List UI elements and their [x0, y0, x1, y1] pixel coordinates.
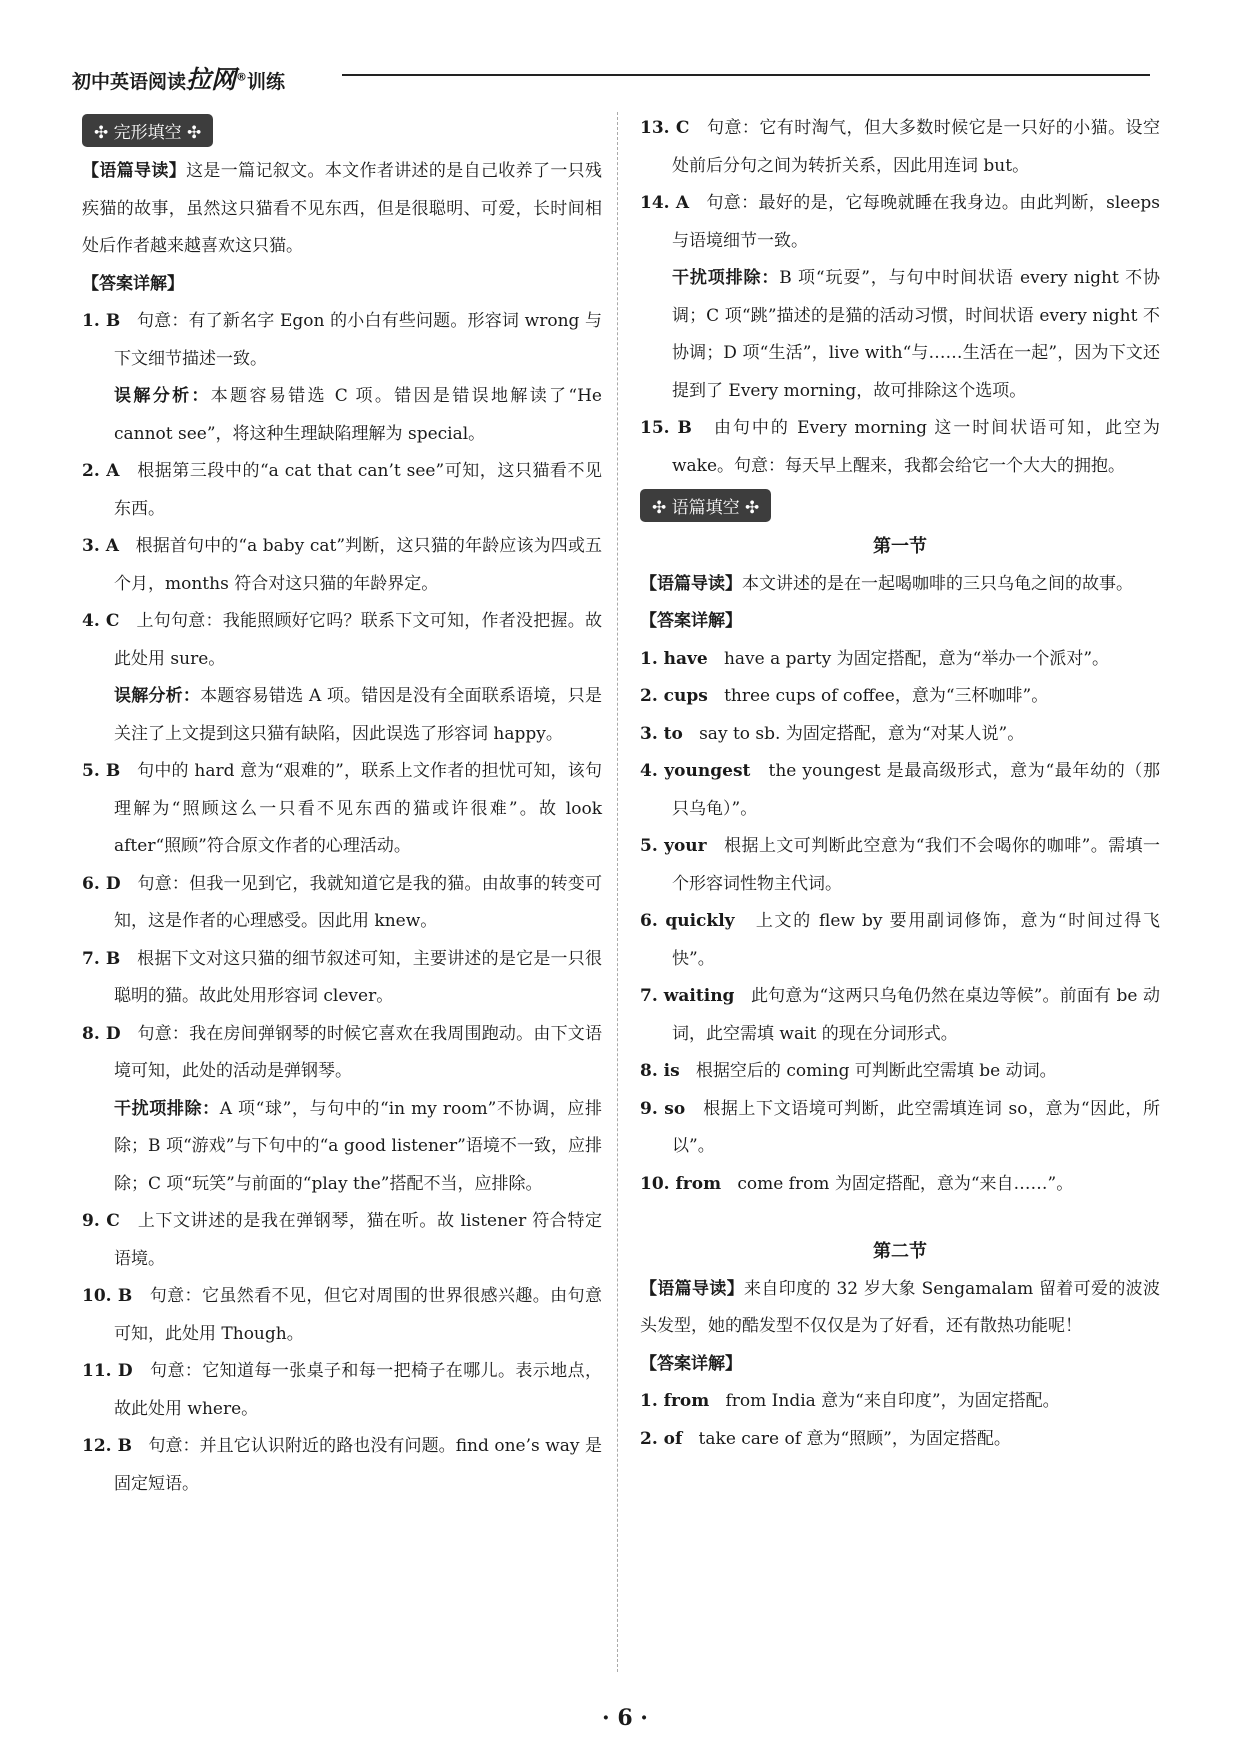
section-title: 第二节 [873, 1241, 927, 1262]
note-paragraph: 干扰项排除：A 项“球”，与句中的“in my room”不协调，应排除；B 项“游戏”与下句中的“a good listener”语境不一致，应排除；C 项“玩笑”与前面的“play the”搭配不当，应排除。 [114, 1098, 603, 1194]
page-number: · 6 · [602, 1705, 648, 1731]
left-column [82, 110, 602, 1503]
answer-item: 2. cups three cups of coffee，意为“三杯咖啡”。 [640, 686, 1049, 706]
answer-item: 11. D 句意：它知道每一张桌子和每一把椅子在哪儿。表示地点，故此处用 where。 [82, 1361, 602, 1419]
answer-item: 6. quickly 上文的 flew by 要用副词修饰，意为“时间过得飞快”。 [640, 911, 1160, 969]
answer-item: 9. C 上下文讲述的是我在弹钢琴，猫在听。故 listener 符合特定语境。 [82, 1211, 602, 1269]
intro-paragraph: 【语篇导读】本文讲述的是在一起喝咖啡的三只乌龟之间的故事。 [640, 573, 1133, 594]
answer-item: 15. B 由句中的 Every morning 这一时间状语可知，此空为 wake。句意：每天早上醒来，我都会给它一个大大的拥抱。 [640, 418, 1160, 476]
note-paragraph: 误解分析：本题容易错选 C 项。错因是错误地解读了“He cannot see”，将这种生理缺陷理解为 special。 [114, 386, 602, 444]
right-column [640, 110, 1160, 1458]
answer-item: 6. D 句意：但我一见到它，我就知道它是我的猫。由故事的转变可知，这是作者的心理感受。因此用 knew。 [82, 873, 602, 931]
answer-item: 2. A 根据第三段中的“a cat that can’t see”可知，这只猫看不见东西。 [82, 461, 603, 519]
note-paragraph: 干扰项排除：B 项“玩耍”，与句中时间状语 every night 不协调；C 项“跳”描述的是猫的活动习惯，时间状语 every night 不协调；D 项“生活”，live with“与……生活在一起”，因为下文还提到了 Every morning，故可排除这个选项。 [672, 268, 1160, 401]
answer-item: 2. of take care of 意为“照顾”，为固定搭配。 [640, 1428, 1011, 1449]
book-title: 初中英语阅读拉网®训练 [72, 65, 286, 94]
section-badge-cloze: ✣ 完形填空 ✣ [82, 114, 213, 147]
page-header [72, 48, 1150, 108]
answer-item: 8. is 根据空后的 coming 可判断此空需填 be 动词。 [640, 1061, 1057, 1081]
answer-item: 3. to say to sb. 为固定搭配，意为“对某人说”。 [640, 723, 1025, 744]
answer-item: 12. B 句意：并且它认识附近的路也没有问题。find one’s way 是固定短语。 [82, 1436, 602, 1494]
answer-item: 4. C 上句句意：我能照顾好它吗？联系下文可知，作者没把握。故此处用 sure。 [82, 611, 603, 669]
answer-item: 5. B 句中的 hard 意为“艰难的”，联系上文作者的担忧可知，该句理解为“照顾这么一只看不见东西的猫或许很难”。故 look after“照顾”符合原文作者的心理活动。 [82, 761, 602, 856]
answer-item: 14. A 句意：最好的是，它每晚就睡在我身边。由此判断，sleeps 与语境细节一致。 [640, 193, 1161, 251]
answer-item: 1. have have a party 为固定搭配，意为“举办一个派对”。 [640, 648, 1110, 669]
answer-item: 13. C 句意：它有时淘气，但大多数时候它是一只好的小猫。设空处前后分句之间为转折关系，因此用连词 but。 [640, 118, 1160, 176]
answers-label: 【答案详解】 [640, 1353, 742, 1374]
answer-item: 9. so 根据上下文语境可判断，此空需填连词 so，意为“因此，所以”。 [640, 1098, 1160, 1156]
answer-item: 3. A 根据首句中的“a baby cat”判断，这只猫的年龄应该为四或五个月，months 符合对这只猫的年龄界定。 [82, 536, 603, 594]
answer-item: 10. from come from 为固定搭配，意为“来自……”。 [640, 1173, 1074, 1194]
brand-logo: 拉网 [186, 65, 237, 94]
intro-paragraph: 【语篇导读】这是一篇记叙文。本文作者讲述的是自己收养了一只残疾猫的故事，虽然这只猫看不见东西，但是很聪明、可爱，长时间相处后作者越来越喜欢这只猫。 [82, 161, 603, 256]
answer-item: 1. from from India 意为“来自印度”，为固定搭配。 [640, 1391, 1060, 1411]
section-title: 第一节 [873, 536, 927, 557]
answer-item: 10. B 句意：它虽然看不见，但它对周围的世界很感兴趣。由句意可知，此处用 Though。 [82, 1286, 602, 1344]
note-paragraph: 误解分析：本题容易错选 A 项。错因是没有全面联系语境，只是关注了上文提到这只猫有缺陷，因此误选了形容词 happy。 [114, 686, 602, 744]
answer-item: 7. B 根据下文对这只猫的细节叙述可知，主要讲述的是它是一只很聪明的猫。故此处用形容词 clever。 [82, 948, 602, 1006]
header-rule [342, 74, 1150, 76]
answer-item: 8. D 句意：我在房间弹钢琴的时候它喜欢在我周围跑动。由下文语境可知，此处的活动是弹钢琴。 [82, 1023, 602, 1081]
answers-label: 【答案详解】 [640, 611, 742, 631]
answers-label: 【答案详解】 [82, 273, 184, 294]
column-divider [617, 112, 618, 1672]
answer-item: 5. your 根据上文可判断此空意为“我们不会喝你的咖啡”。需填一个形容词性物主代词。 [640, 836, 1160, 894]
section-badge-passage-fill: ✣ 语篇填空 ✣ [640, 489, 771, 522]
answer-item: 7. waiting 此句意为“这两只乌龟仍然在桌边等候”。前面有 be 动词，此空需填 wait 的现在分词形式。 [640, 986, 1160, 1044]
intro-paragraph: 【语篇导读】来自印度的 32 岁大象 Sengamalam 留着可爱的波波头发型，她的酷发型不仅仅是为了好看，还有散热功能呢！ [640, 1278, 1160, 1336]
answer-item: 1. B 句意：有了新名字 Egon 的小白有些问题。形容词 wrong 与下文细节描述一致。 [82, 311, 602, 369]
answer-item: 4. youngest the youngest 是最高级形式，意为“最年幼的（那只乌龟）”。 [640, 761, 1160, 819]
